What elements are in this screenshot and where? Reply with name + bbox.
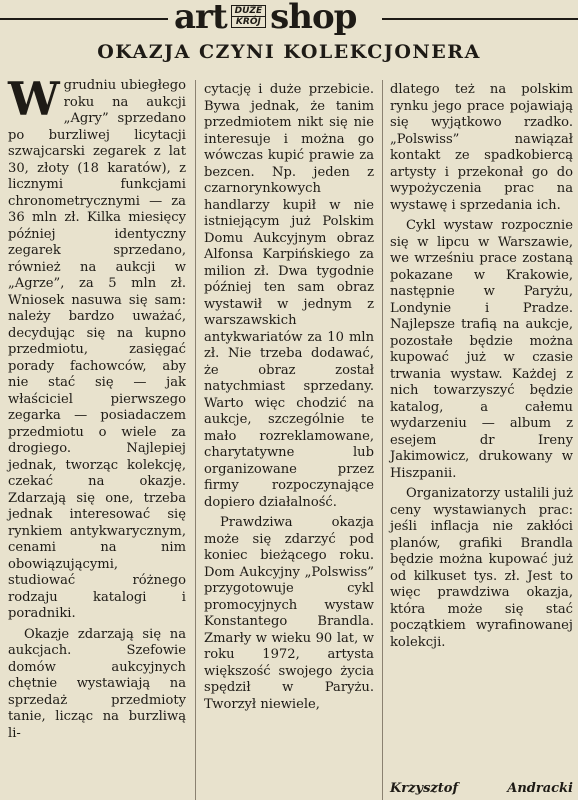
- author-first-name: Krzysztof: [390, 781, 459, 796]
- article-column-1: [8, 72, 186, 742]
- author-last-name: Andracki: [507, 781, 573, 796]
- column-divider: [382, 80, 383, 800]
- paragraph: Prawdziwa okazja może się zdarzyć pod koniec bieżącego roku. Dom Aukcyjny „Polswiss” przygotowuje cykl promocyjnych wystaw Konstantego Brandla. Zmarły w wieku 90 lat, w roku 1972, artysta większość swojego życia spędził w Paryżu. Tworzył niewiele,: [204, 515, 374, 712]
- logo-word-shop: shop: [270, 0, 357, 37]
- article-column-3: [390, 82, 573, 651]
- logo-word-art: art: [174, 0, 227, 37]
- logo-badge-top: DUŻE: [234, 6, 263, 16]
- paragraph: [8, 72, 186, 623]
- masthead-rule-right: [382, 18, 578, 20]
- paragraph: Organizatorzy ustalili już ceny wystawianych prac: jeśli inflacja nie zakłóci planów, grafiki Brandla będzie można kupować już od kilkuset tys. zł. Jest to więc prawdziwa okazja, która może się stać początkiem wyrafinowanej kolekcji.: [390, 486, 573, 650]
- masthead-rule-left: [0, 18, 168, 20]
- logo-badge-bottom: KRÓJ: [232, 16, 265, 27]
- section-logo: [174, 0, 357, 37]
- paragraph: Cykl wystaw rozpocznie się w lipcu w Warszawie, we wrześniu prace zostaną pokazane w Krakowie, następnie w Paryżu, Londynie i Pradze. Najlepsze trafią na aukcje, pozostałe będzie można kupować już w czasie trwania wystaw. Każdej z nich towarzyszyć będzie katalog, a całemu wydarzeniu — album z esejem dr Ireny Jakimowicz, drukowany w Hiszpanii.: [390, 218, 573, 481]
- article-title: OKAZJA CZYNI KOLEKCJONERA: [97, 41, 481, 63]
- paragraph-text: grudniu ubiegłego roku na aukcji „Agry” sprzedano po burzliwej licytacji szwajcarski zegarek z lat 30, złoty (18 karatów), z licznymi funkcjami chronometrycznymi — za 36 mln zł. Kilka miesięcy później identyczny zegarek sprzedano, również na aukcji w „Agrze”, za 5 mln zł. Wniosek nasuwa się sam: należy bardzo uważać, decydując się na kupno przedmiotu, zasięgać porady fachowców, aby nie stać się — jak właściciel pierwszego zegarka — posiadaczem przedmiotu o wiele za drogiego. Najlepiej jednak, tworząc kolekcję, czekać na okazje. Zdarzają się one, trzeba jednak interesować się rynkiem antykwarycznym, cenami na nim obowiązującymi, studiować różnego rodzaju katalogi i poradniki.: [8, 78, 186, 621]
- paragraph: dlatego też na polskim rynku jego prace pojawiają się wyjątkowo rzadko. „Polswiss” nawiązał kontakt ze spadkobiercą artysty i przekonał go do wypożyczenia prac na wystawę i sprzedania ich.: [390, 82, 573, 213]
- article-author: [390, 781, 573, 796]
- logo-badge: [231, 5, 266, 28]
- drop-cap: W: [8, 72, 60, 126]
- paragraph: cytację i duże przebicie. Bywa jednak, że tanim przedmiotem nikt się nie interesuje i można go wówczas kupić prawie za bezcen. Np. jeden z czarnorynkowych handlarzy kupił w nie istniejącym już Polskim Domu Aukcyjnym obraz Alfonsa Karpińskiego za milion zł. Dwa tygodnie później ten sam obraz wystawił w jednym z warszawskich antykwariatów za 10 mln zł. Nie trzeba dodawać, że obraz został natychmiast sprzedany. Warto więc chodzić na aukcje, szczególnie te mało rozreklamowane, charytatywne lub organizowane przez firmy rozpoczynające dopiero działalność.: [204, 82, 374, 510]
- masthead: [0, 0, 578, 38]
- article-column-2: [204, 82, 374, 713]
- paragraph: Okazje zdarzają się na aukcjach. Szefowie domów aukcyjnych chętnie wystawiają na sprzedaż przedmioty tanie, licząc na burzliwą li-: [8, 626, 186, 741]
- column-divider: [195, 80, 196, 800]
